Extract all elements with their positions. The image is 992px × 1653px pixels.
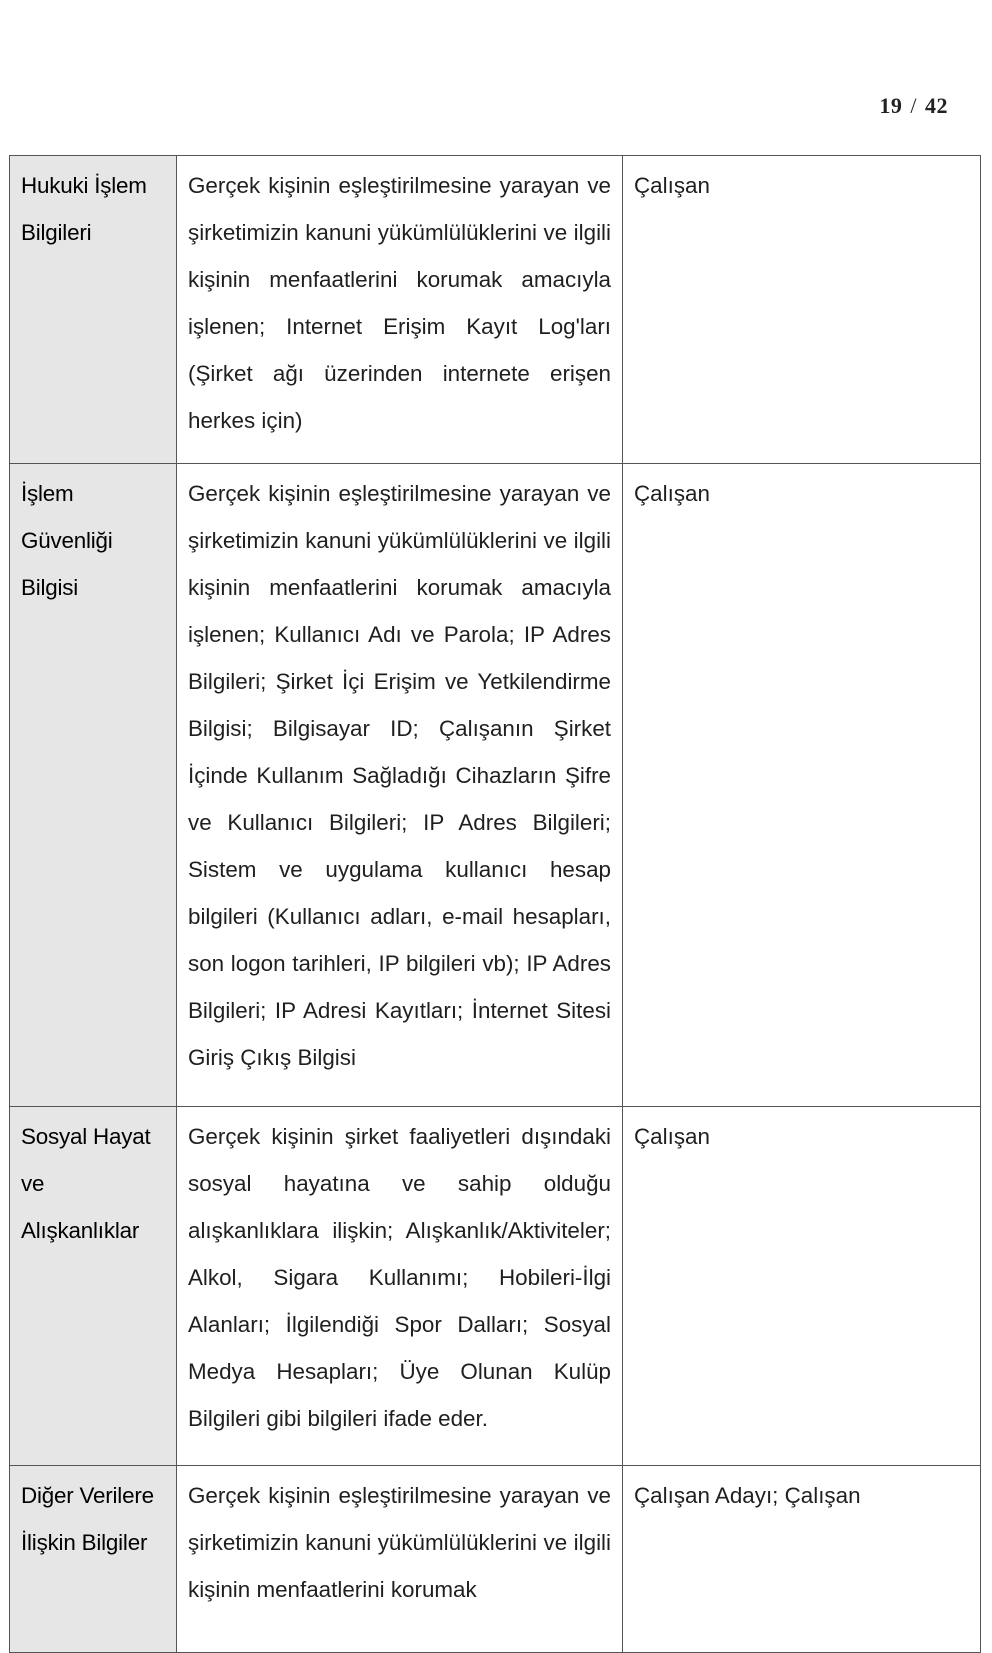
category-cell: Hukuki İşlem Bilgileri [10,156,177,464]
description-cell: Gerçek kişinin eşleştirilmesine yarayan ve şirketimizin kanuni yükümlülüklerini ve ilgili kişinin menfaatlerini korumak [177,1466,623,1653]
table-row [10,1107,981,1466]
category-cell: Diğer Verilere İlişkin Bilgiler [10,1466,177,1653]
table-row [10,156,981,464]
page-separator: / [910,93,917,118]
data-subject-cell: Çalışan Adayı; Çalışan [623,1466,981,1653]
data-category-table [9,155,981,1653]
data-subject-cell: Çalışan [623,156,981,464]
page-number [879,93,948,119]
data-subject-cell: Çalışan [623,464,981,1107]
page-current: 19 [879,93,903,118]
page-total: 42 [925,93,948,118]
description-cell: Gerçek kişinin eşleştirilmesine yarayan ve şirketimizin kanuni yükümlülüklerini ve ilgili kişinin menfaatlerini korumak amacıyla işlenen; Kullanıcı Adı ve Parola; IP Adres Bilgileri; Şirket İçi Erişim ve Yetkilendirme Bilgisi; Bilgisayar ID; Çalışanın Şirket İçinde Kullanım Sağladığı Cihazların Şifre ve Kullanıcı Bilgileri; IP Adres Bilgileri; Sistem ve uygulama kullanıcı hesap bilgileri (Kullanıcı adları, e-mail hesapları, son logon tarihleri, IP bilgileri vb); IP Adres Bilgileri; IP Adresi Kayıtları; İnternet Sitesi Giriş Çıkış Bilgisi [177,464,623,1107]
description-cell: Gerçek kişinin şirket faaliyetleri dışındaki sosyal hayatına ve sahip olduğu alışkanlıklara ilişkin; Alışkanlık/Aktiviteler; Alkol, Sigara Kullanımı; Hobileri-İlgi Alanları; İlgilendiği Spor Dalları; Sosyal Medya Hesapları; Üye Olunan Kulüp Bilgileri gibi bilgileri ifade eder. [177,1107,623,1466]
description-cell: Gerçek kişinin eşleştirilmesine yarayan ve şirketimizin kanuni yükümlülüklerini ve ilgili kişinin menfaatlerini korumak amacıyla işlenen; Internet Erişim Kayıt Log'ları (Şirket ağı üzerinden internete erişen herkes için) [177,156,623,464]
category-cell: İşlem Güvenliği Bilgisi [10,464,177,1107]
data-subject-cell: Çalışan [623,1107,981,1466]
table-row [10,464,981,1107]
table-row [10,1466,981,1653]
category-cell: Sosyal Hayat ve Alışkanlıklar [10,1107,177,1466]
